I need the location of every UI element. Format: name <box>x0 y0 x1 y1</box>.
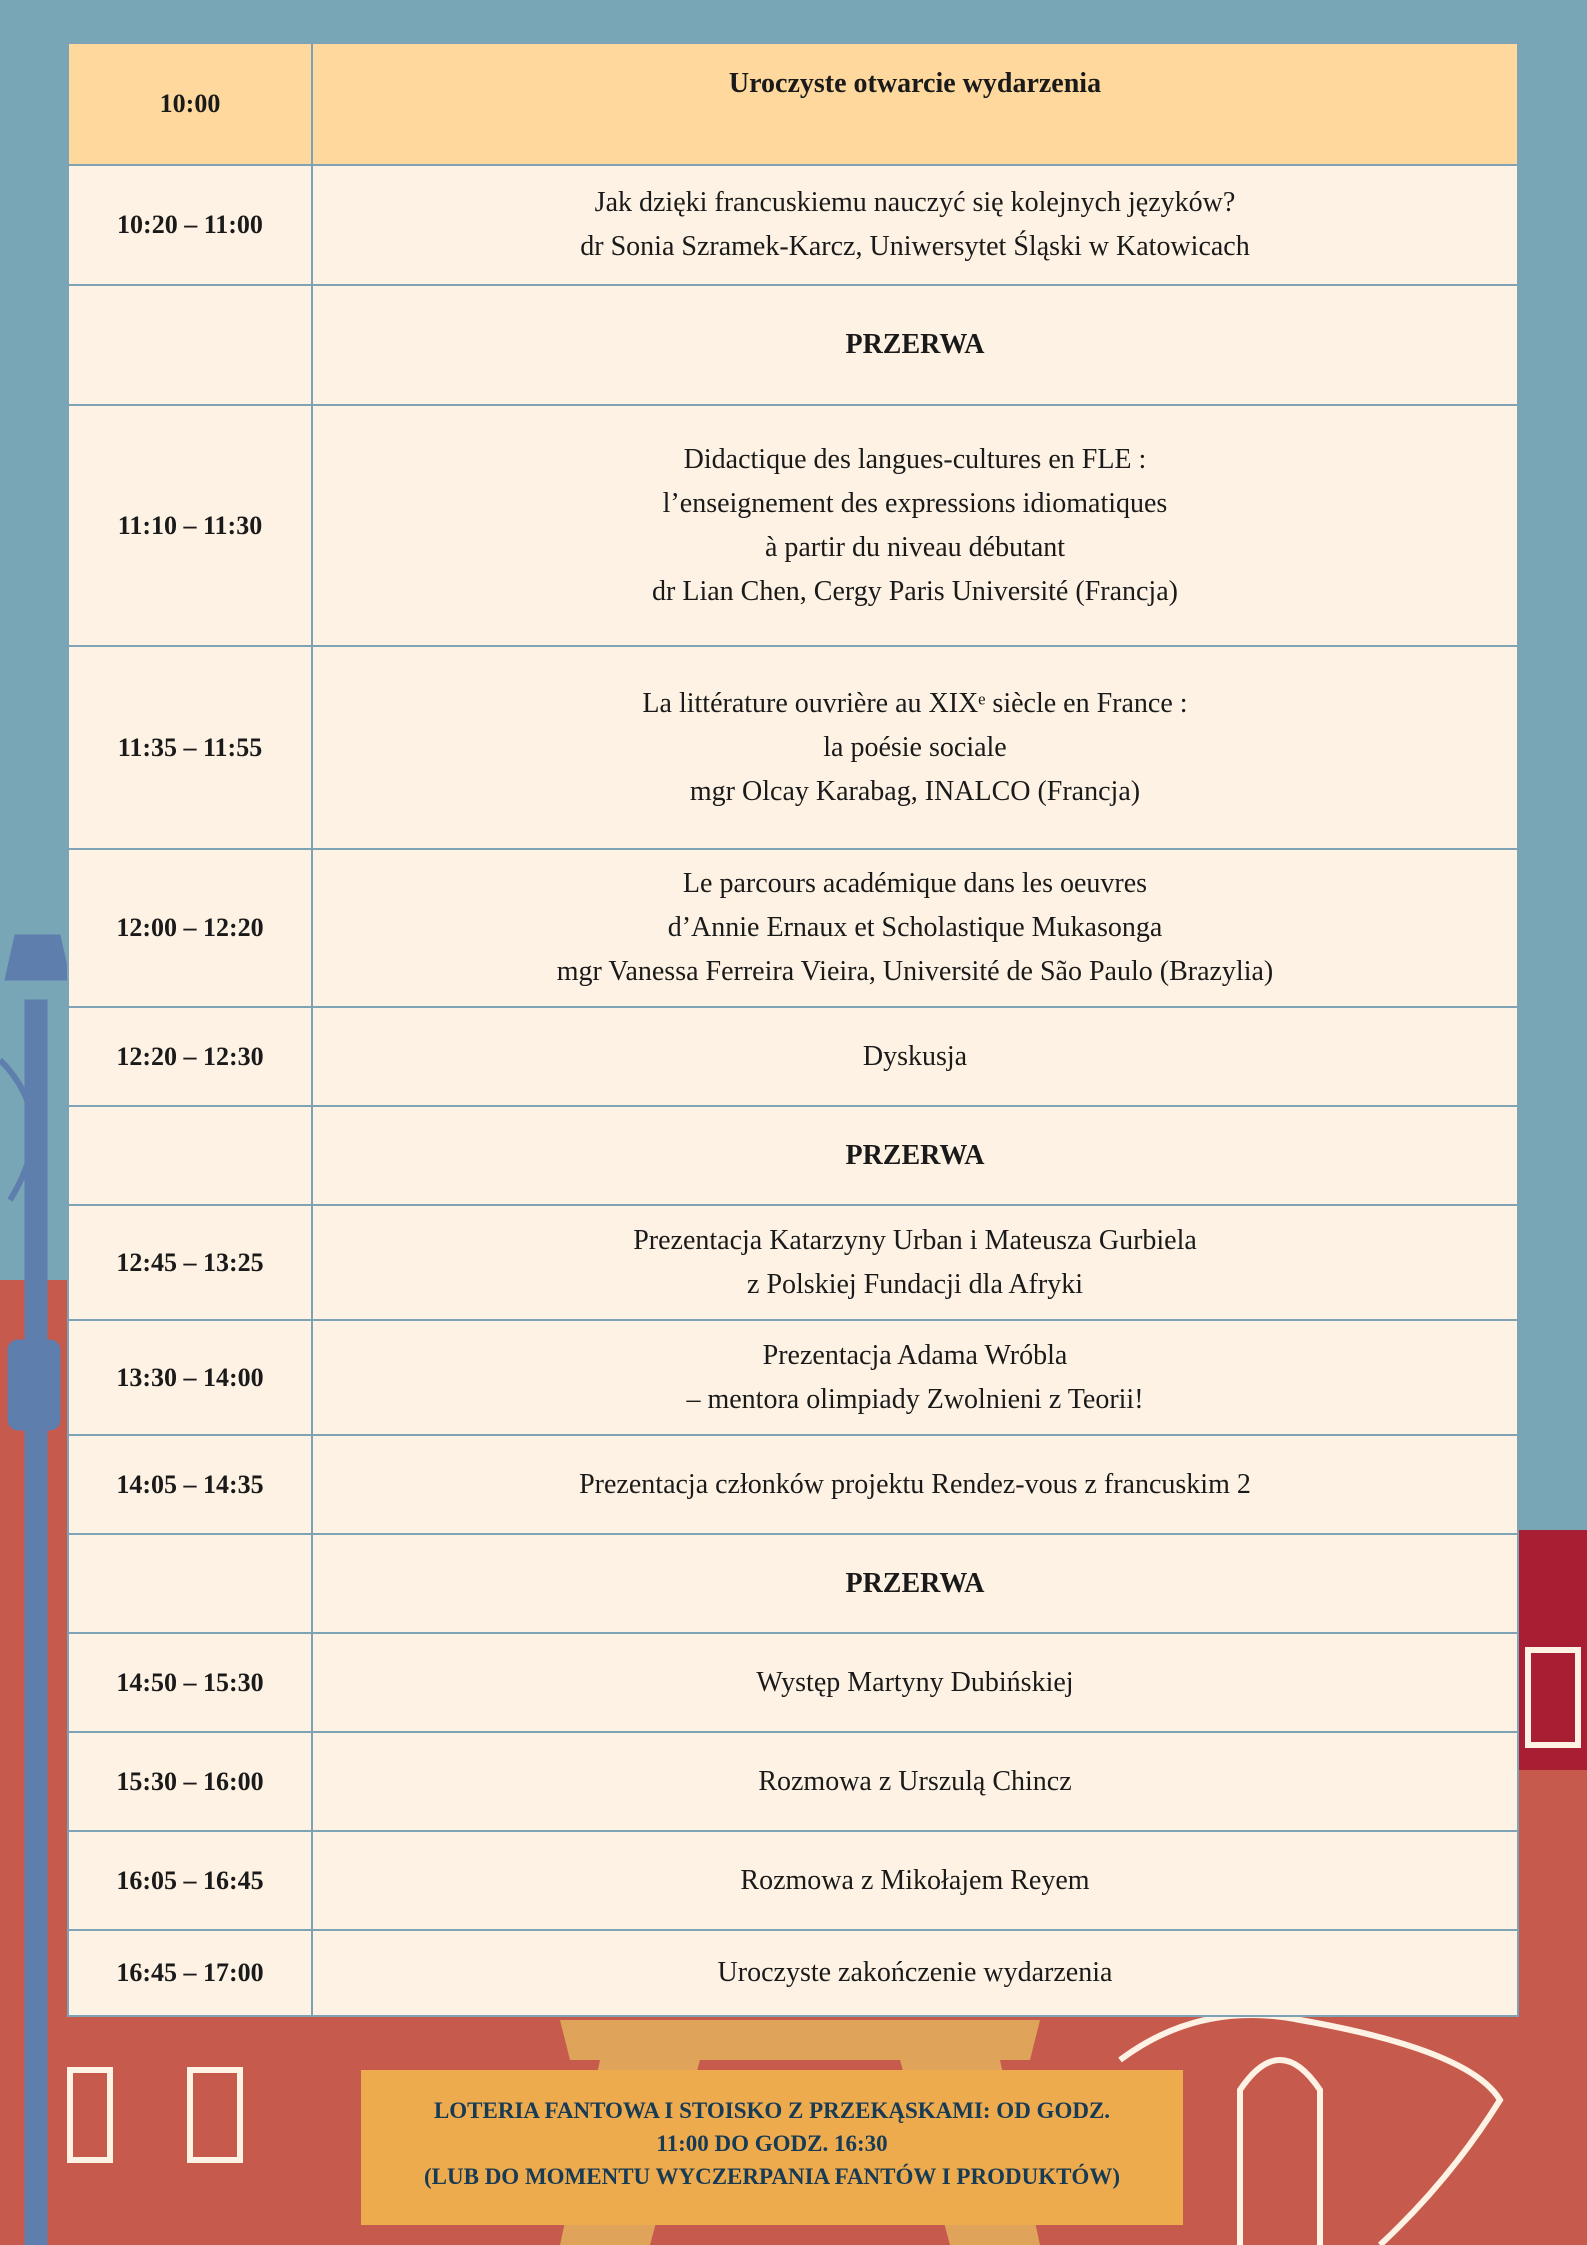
row-line: la poésie sociale <box>823 731 1007 763</box>
row-line: Le parcours académique dans les oeuvres <box>682 868 1148 899</box>
row-line: mgr Vanessa Ferreira Vieira, Université de São Paulo (Brazylia) <box>556 956 1274 987</box>
row-line: l’enseignement des expressions idiomatiques <box>662 487 1168 519</box>
header-time: 10:00 <box>68 43 312 165</box>
header-title: Uroczyste otwarcie wydarzenia <box>312 43 1518 165</box>
break-label: PRZERWA <box>312 1534 1518 1633</box>
row-line: Rozmowa z Urszulą Chincz <box>758 1765 1072 1797</box>
row-time: 14:05 – 14:35 <box>68 1435 312 1534</box>
row-line: Prezentacja Katarzyny Urban i Mateusza Gurbiela <box>633 1224 1197 1256</box>
row-time: 12:45 – 13:25 <box>68 1205 312 1320</box>
row-content <box>312 1205 1518 1320</box>
lottery-line: 11:00 DO GODZ. 16:30 <box>656 2131 888 2156</box>
row-time <box>68 1106 312 1205</box>
row-line: z Polskiej Fundacji dla Afryki <box>747 1268 1083 1300</box>
table-row <box>68 1007 1518 1106</box>
row-time: 12:20 – 12:30 <box>68 1007 312 1106</box>
row-line: dr Lian Chen, Cergy Paris Université (Francja) <box>652 575 1178 607</box>
row-content <box>312 1633 1518 1732</box>
row-line: dr Sonia Szramek-Karcz, Uniwersytet Śląski w Katowicach <box>580 231 1250 262</box>
row-line: Dyskusja <box>862 1040 968 1072</box>
row-line: mgr Olcay Karabag, INALCO (Francja) <box>689 775 1141 807</box>
row-content <box>312 849 1518 1007</box>
table-row <box>68 165 1518 285</box>
row-time: 16:05 – 16:45 <box>68 1831 312 1930</box>
row-content <box>312 1007 1518 1106</box>
row-content <box>312 1930 1518 2016</box>
row-time <box>68 1534 312 1633</box>
table-row <box>68 1320 1518 1435</box>
row-time: 11:35 – 11:55 <box>68 646 312 849</box>
table-row <box>68 1205 1518 1320</box>
row-time: 14:50 – 15:30 <box>68 1633 312 1732</box>
row-line: d’Annie Ernaux et Scholastique Mukasonga <box>667 912 1163 943</box>
row-time: 10:20 – 11:00 <box>68 165 312 285</box>
row-line: Występ Martyny Dubińskiej <box>756 1666 1074 1698</box>
row-time: 12:00 – 12:20 <box>68 849 312 1007</box>
schedule-table <box>67 42 1519 2017</box>
table-row <box>68 1435 1518 1534</box>
row-time: 13:30 – 14:00 <box>68 1320 312 1435</box>
lottery-info-box <box>361 2070 1183 2225</box>
row-content <box>312 165 1518 285</box>
row-line: La littérature ouvrière au XIXᵉ siècle en France : <box>642 687 1188 719</box>
row-time: 11:10 – 11:30 <box>68 405 312 646</box>
table-row <box>68 849 1518 1007</box>
row-content <box>312 1831 1518 1930</box>
break-label: PRZERWA <box>312 1106 1518 1205</box>
row-line: Jak dzięki francuskiemu nauczyć się kolejnych języków? <box>594 187 1236 218</box>
table-row <box>68 1534 1518 1633</box>
row-time <box>68 285 312 405</box>
row-content <box>312 1320 1518 1435</box>
row-time: 16:45 – 17:00 <box>68 1930 312 2016</box>
row-line: – mentora olimpiady Zwolnieni z Teorii! <box>686 1383 1144 1415</box>
table-row <box>68 405 1518 646</box>
lottery-line: LOTERIA FANTOWA I STOISKO Z PRZEKĄSKAMI: OD GODZ. <box>433 2098 1111 2123</box>
lottery-line: (LUB DO MOMENTU WYCZERPANIA FANTÓW I PRODUKTÓW) <box>424 2164 1120 2189</box>
table-row <box>68 285 1518 405</box>
row-line: Rozmowa z Mikołajem Reyem <box>740 1864 1090 1896</box>
row-line: Didactique des langues-cultures en FLE : <box>683 443 1147 475</box>
table-row <box>68 1106 1518 1205</box>
row-line: Uroczyste zakończenie wydarzenia <box>717 1957 1113 1988</box>
row-content <box>312 646 1518 849</box>
table-row <box>68 1633 1518 1732</box>
table-row <box>68 1831 1518 1930</box>
row-line: Prezentacja członków projektu Rendez-vous z francuskim 2 <box>579 1468 1251 1500</box>
row-line: à partir du niveau débutant <box>764 531 1066 563</box>
street-lamp-icon <box>0 935 70 2245</box>
row-content <box>312 405 1518 646</box>
table-row <box>68 646 1518 849</box>
table-row <box>68 1930 1518 2016</box>
row-content <box>312 1732 1518 1831</box>
row-line: Prezentacja Adama Wróbla <box>762 1339 1068 1371</box>
break-label: PRZERWA <box>312 285 1518 405</box>
row-content <box>312 1435 1518 1534</box>
table-row <box>68 1732 1518 1831</box>
row-time: 15:30 – 16:00 <box>68 1732 312 1831</box>
schedule-header-row <box>68 43 1518 165</box>
